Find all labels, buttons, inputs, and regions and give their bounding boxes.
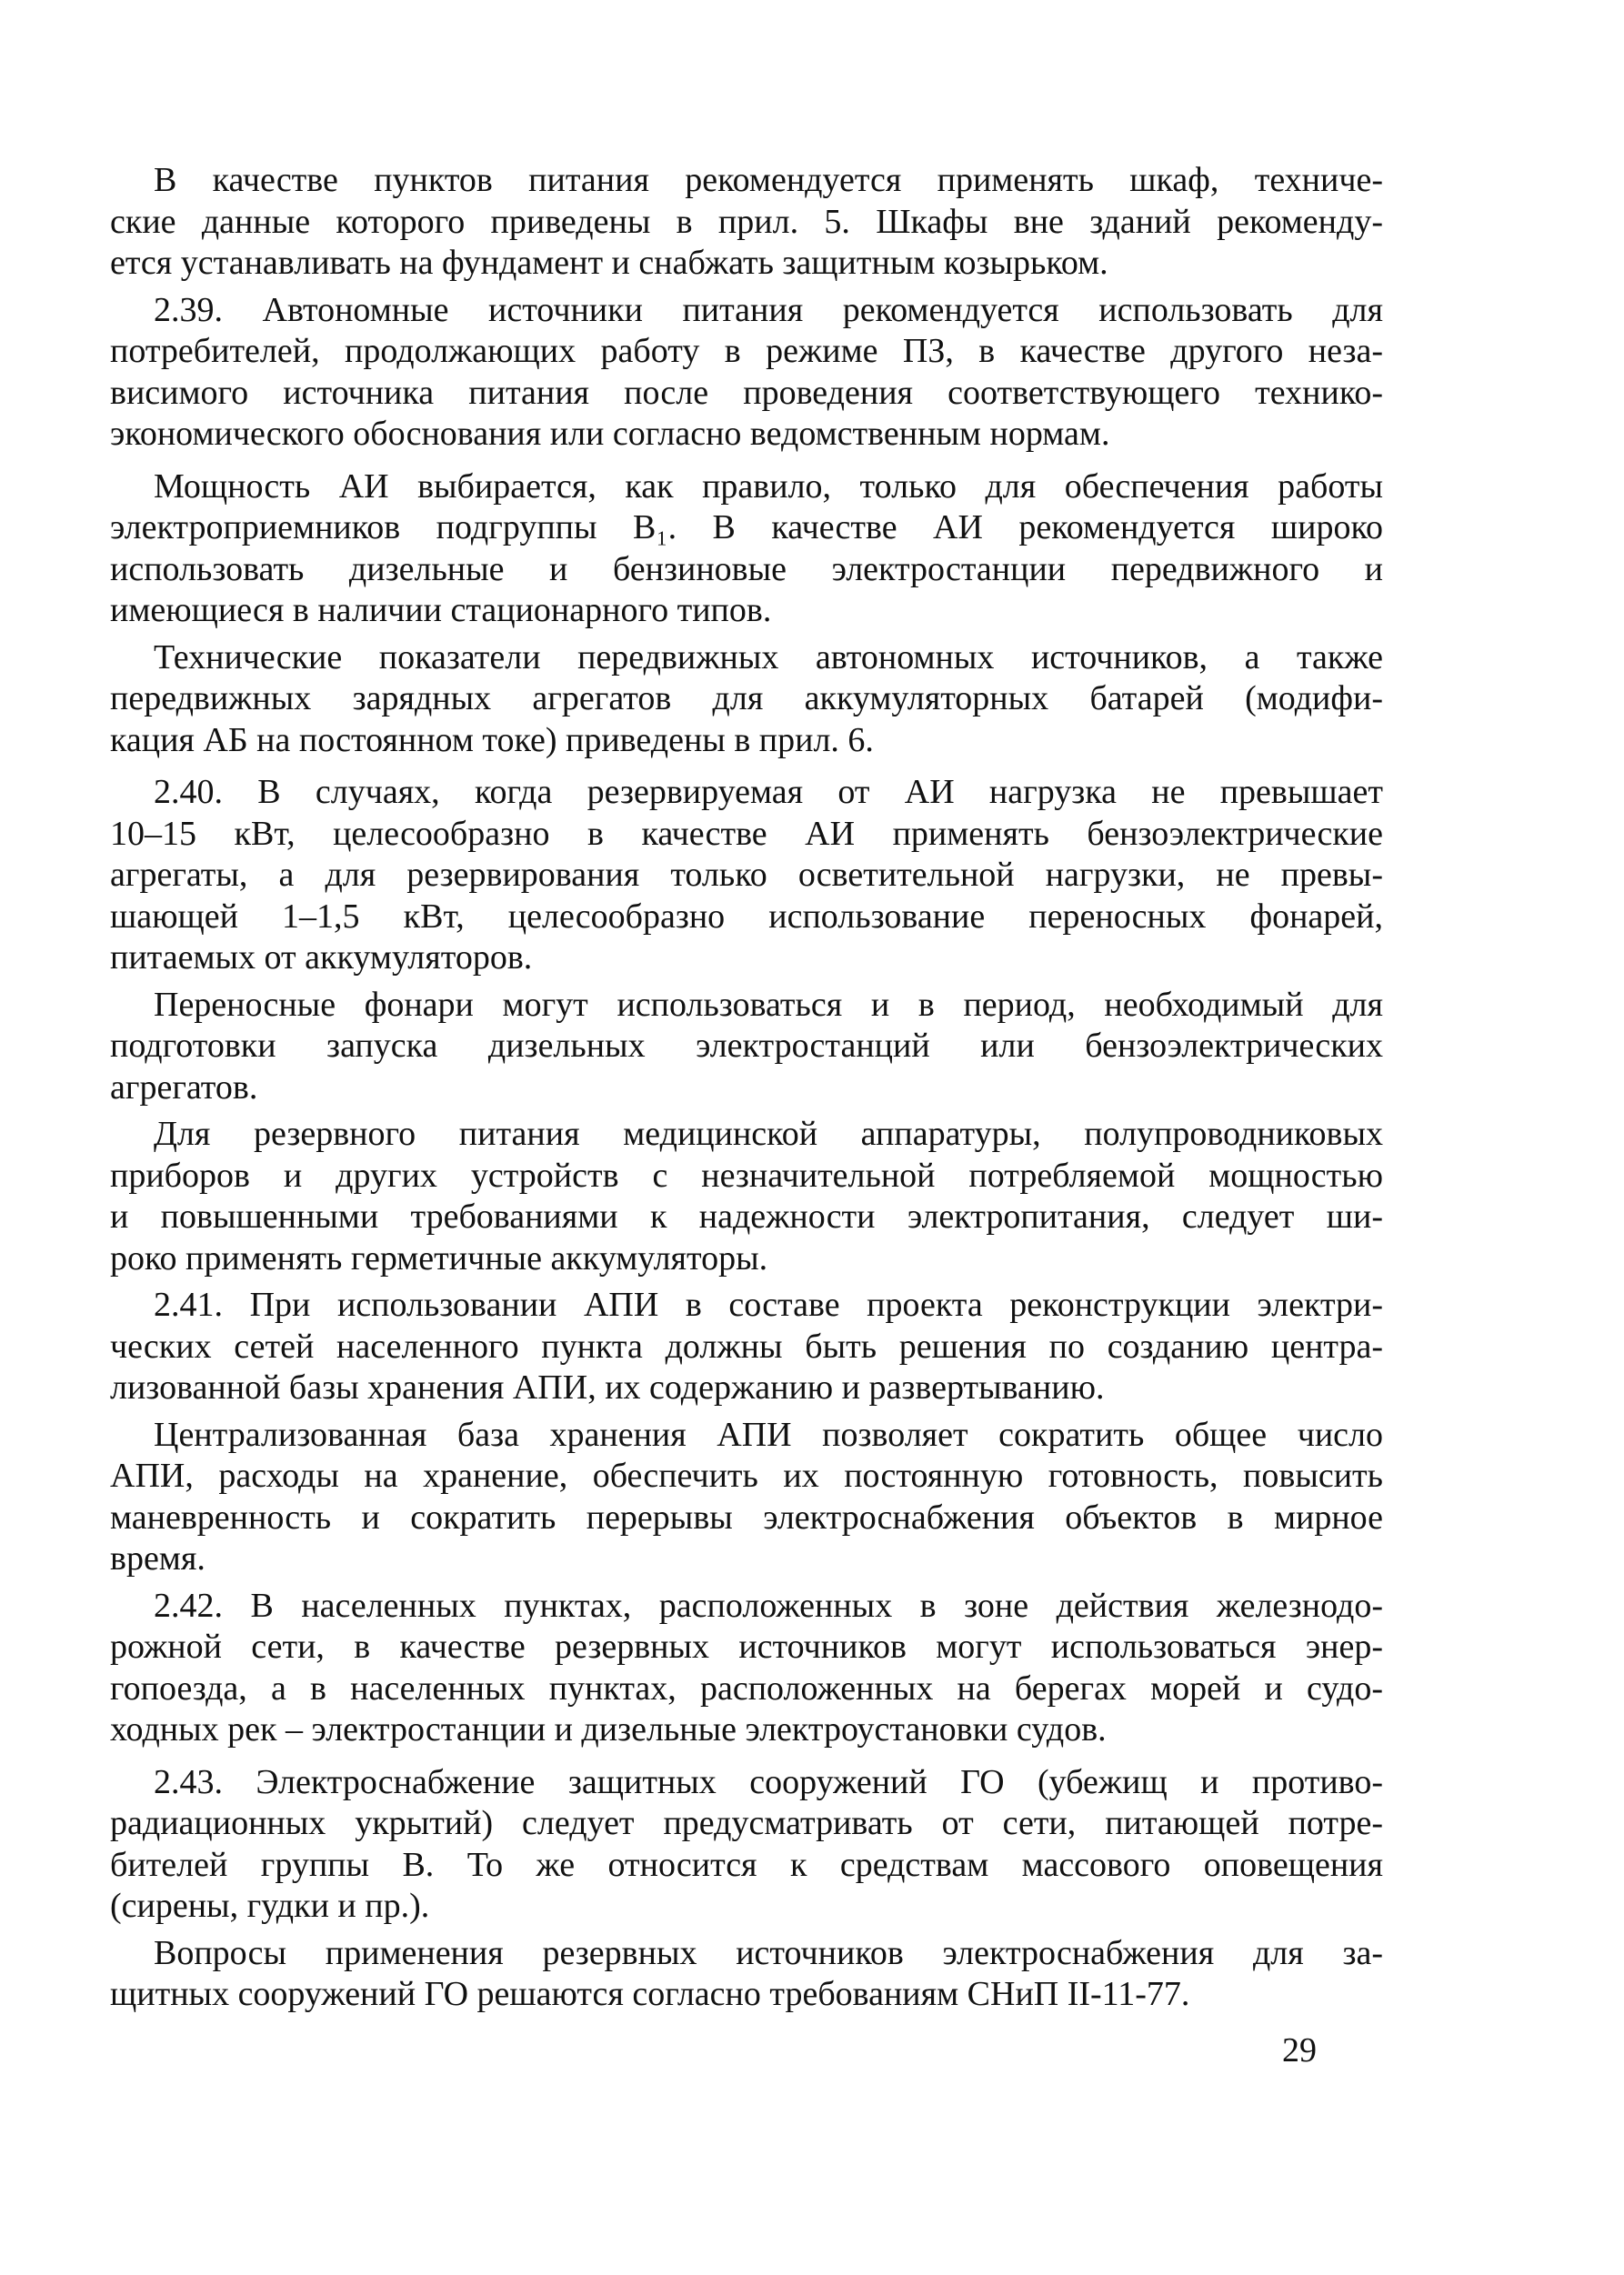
text-line: гопоезда, а в населенных пунктах, расположенных на берегах морей и судо-: [110, 1669, 1383, 1708]
text-line: Технические показатели передвижных автономных источников, а также: [154, 637, 1383, 676]
text-line: АПИ, расходы на хранение, обеспечить их постоянную готовность, повысить: [110, 1457, 1383, 1495]
paragraph: [66, 1285, 1383, 1409]
text-line: время.: [110, 1539, 206, 1578]
text-line: бителей группы В. То же относится к средствам массового оповещения: [110, 1845, 1383, 1884]
text-line: Вопросы применения резервных источников электроснабжения для за-: [154, 1933, 1383, 1972]
text-line: электроприемников подгруппы В₁. В качестве АИ рекомендуется широко: [110, 508, 1383, 546]
text-line: приборов и других устройств с незначительной потребляемой мощностью: [110, 1156, 1383, 1195]
paragraph: [66, 1933, 1383, 2016]
page-number: 29: [1282, 2031, 1317, 2070]
paragraph: [66, 1586, 1383, 1751]
text-line: ется устанавливать на фундамент и снабжать защитным козырьком.: [110, 244, 1108, 282]
text-line: имеющиеся в наличии стационарного типов.: [110, 591, 772, 629]
text-line: лизованной базы хранения АПИ, их содержанию и развертыванию.: [110, 1368, 1105, 1407]
text-line: экономического обоснования или согласно ведомственным нормам.: [110, 415, 1110, 453]
paragraph: [66, 772, 1383, 979]
text-line: и повышенными требованиями к надежности электропитания, следует ши-: [110, 1198, 1383, 1236]
text-line: питаемых от аккумуляторов.: [110, 938, 533, 977]
text-line: ходных рек – электростанции и дизельные электроустановки судов.: [110, 1710, 1107, 1749]
text-line: радиационных укрытий) следует предусматривать от сети, питающей потре-: [110, 1804, 1383, 1842]
paragraph: [66, 1114, 1383, 1279]
text-line: маневренность и сократить перерывы электроснабжения объектов в мирное: [110, 1498, 1383, 1537]
text-line: подготовки запуска дизельных электростанций или бензоэлектрических: [110, 1027, 1383, 1065]
text-line: использовать дизельные и бензиновые электростанции передвижного и: [110, 549, 1383, 588]
text-line: висимого источника питания после проведения соответствующего технико-: [110, 373, 1383, 412]
text-line: 2.43. Электроснабжение защитных сооружений ГО (убежищ и противо-: [154, 1762, 1383, 1801]
text-line: Для резервного питания медицинской аппаратуры, полупроводниковых: [154, 1115, 1383, 1153]
paragraph: [66, 160, 1383, 285]
paragraph: [66, 1415, 1383, 1580]
text-line: ческих сетей населенного пункта должны быть решения по созданию центра-: [110, 1327, 1383, 1366]
text-line: Переносные фонари могут использоваться и в период, необходимый для: [154, 985, 1383, 1024]
text-line: Централизованная база хранения АПИ позволяет сократить общее число: [154, 1415, 1383, 1454]
text-line: потребителей, продолжающих работу в режиме ПЗ, в качестве другого неза-: [110, 332, 1383, 370]
paragraph: [66, 637, 1383, 762]
text-line: агрегатов.: [110, 1067, 258, 1107]
text-line: передвижных зарядных агрегатов для аккумуляторных батарей (модифи-: [110, 679, 1383, 717]
text-line: щитных сооружений ГО решаются согласно требованиям СНиП II-11-77.: [110, 1975, 1190, 2013]
text-line: В качестве пунктов питания рекомендуется применять шкаф, техниче-: [154, 161, 1383, 199]
text-line: 2.40. В случаях, когда резервируемая от АИ нагрузка не превышает: [154, 773, 1383, 811]
text-line: ские данные которого приведены в прил. 5. Шкафы вне зданий рекоменду-: [110, 202, 1383, 241]
paragraph: [66, 290, 1383, 456]
text-line: 2.41. При использовании АПИ в составе проекта реконструкции электри-: [154, 1286, 1383, 1324]
text-line: (сирены, гудки и пр.).: [110, 1887, 430, 1925]
paragraph: [66, 466, 1383, 632]
paragraph: [66, 985, 1383, 1109]
text-line: 2.42. В населенных пунктах, расположенных в зоне действия железнодо-: [154, 1586, 1383, 1625]
text-line: кация АБ на постоянном токе) приведены в прил. 6.: [110, 720, 874, 759]
document-body: [66, 160, 1383, 2016]
text-line: 10–15 кВт, целесообразно в качестве АИ применять бензоэлектрические: [110, 814, 1383, 853]
text-line: рожной сети, в качестве резервных источников могут использоваться энер-: [110, 1628, 1383, 1666]
text-line: шающей 1–1,5 кВт, целесообразно использование переносных фонарей,: [110, 897, 1383, 936]
text-line: роко применять герметичные аккумуляторы.: [110, 1238, 768, 1278]
text-line: агрегаты, а для резервирования только осветительной нагрузки, не превы-: [110, 856, 1383, 894]
text-line: Мощность АИ выбирается, как правило, только для обеспечения работы: [154, 466, 1383, 506]
text-line: 2.39. Автономные источники питания рекомендуется использовать для: [154, 290, 1383, 329]
paragraph: [66, 1762, 1383, 1928]
